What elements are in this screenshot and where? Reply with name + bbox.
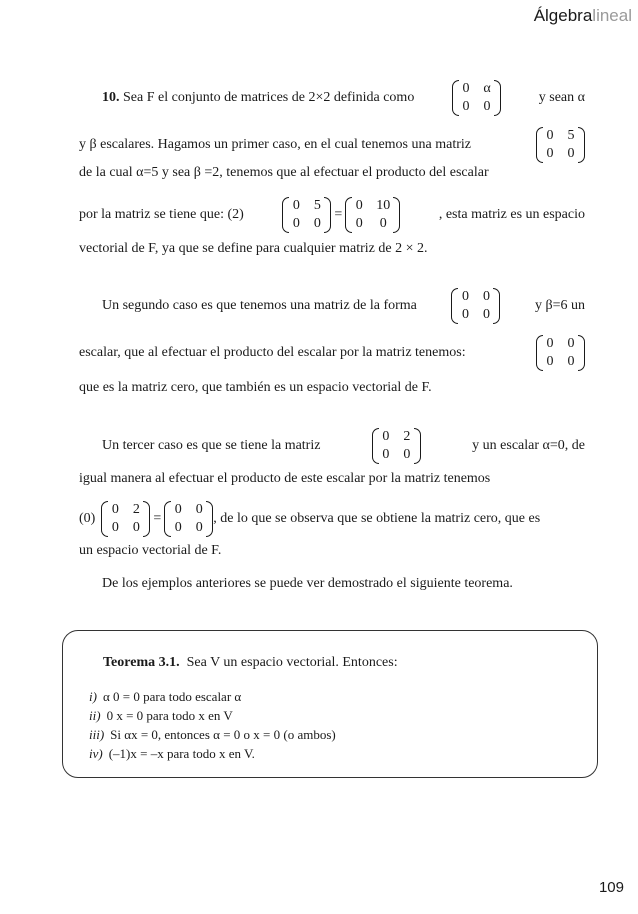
exercise-number: 10. [102,90,120,105]
p1-l2-text: y β escalares. Hagamos un primer caso, en el cual tenemos una matriz [79,137,471,152]
matrix-0-10: 0 10 0 0 [345,197,400,233]
p3-l1-text: Un tercer caso es que se tiene la matriz [102,438,321,453]
matrix-0-alpha: 0 α 0 0 [452,80,501,116]
zero-matrix-c: 0 0 0 0 [164,501,213,537]
p2-line-3: que es la matriz cero, que también es un espacio vectorial de F. [79,380,432,395]
p3-l1-end: y un escalar α=0, de [472,438,585,453]
equals-sign: = [334,207,343,222]
p2-l1-text: Un segundo caso es que tenemos una matriz de la forma [102,298,417,313]
theorem-item: iii) Si αx = 0, entonces α = 0 o x = 0 (o ambos) [89,727,336,742]
zero-matrix-b: 0 0 0 0 [536,335,585,371]
theorem-item: i) α 0 = 0 para todo escalar α [89,689,242,704]
p3-l3-a: (0) [79,511,96,526]
matrix-0-2: 0 2 0 0 [372,428,421,464]
header-title-light: lineal [592,6,632,25]
p1-l4-a: por la matriz se tiene que: (2) [79,207,244,222]
p3-line-4: un espacio vectorial de F. [79,543,222,558]
equals-sign-2: = [153,511,162,526]
running-header [534,6,632,26]
page-number: 109 [598,879,624,896]
p1-l1-end: y sean α [538,90,585,105]
p1-line-4 [79,197,585,233]
p2-l1-end: y β=6 un [534,298,585,313]
theorem-item: ii) 0 x = 0 para todo x en V [89,708,233,723]
matrix-0-5-b: 0 5 0 0 [282,197,331,233]
p3-line-2: igual manera al efectuar el producto de este escalar por la matriz tenemos [79,471,491,486]
p1-line-3: de la cual α=5 y sea β =2, tenemos que al efectuar el producto del escalar [79,165,489,180]
theorem-item: iv) (–1)x = –x para todo x en V. [89,746,255,761]
theorem-statement: Sea V un espacio vectorial. Entonces: [186,655,398,670]
p2-l2-text: escalar, que al efectuar el producto del escalar por la matriz tenemos: [79,345,466,360]
header-title-strong: Álgebra [533,6,593,25]
product-equation [282,197,400,233]
p1-l1-text: Sea F el conjunto de matrices de 2×2 definida como [123,90,415,105]
theorem-title [103,655,398,671]
p3-line-3 [79,501,585,537]
p1-line-2 [79,127,585,163]
p1-l4-b: , esta matriz es un espacio [438,207,585,222]
p1-line-5: vectorial de F, ya que se define para cualquier matriz de 2 × 2. [79,241,428,256]
theorem-label: Teorema 3.1. [103,655,180,670]
p3-line-1 [102,428,585,464]
p2-line-1 [102,288,585,324]
p1-line-1 [102,80,585,116]
zero-matrix-a: 0 0 0 0 [451,288,500,324]
matrix-0-2-b: 0 2 0 0 [101,501,150,537]
p2-line-2 [79,335,585,371]
matrix-0-5: 0 5 0 0 [536,127,585,163]
p3-l3-b: , de lo que se observa que se obtiene la matriz cero, que es [213,511,541,526]
p4-line: De los ejemplos anteriores se puede ver demostrado el siguiente teorema. [102,576,513,591]
